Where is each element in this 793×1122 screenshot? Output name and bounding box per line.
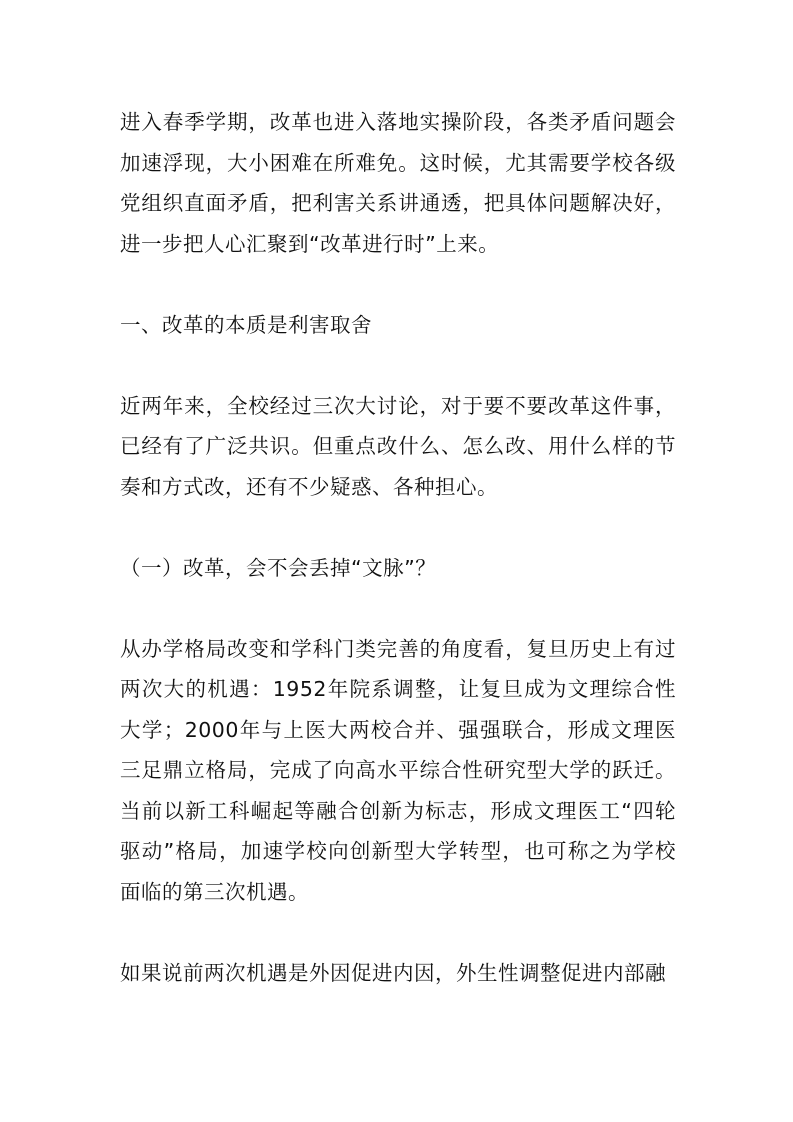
paragraph-gap bbox=[120, 507, 676, 548]
subsection-paragraph: 从办学格局改变和学科门类完善的角度看，复旦历史上有过两次大的机遇：1952年院系调整，让复旦成为文理综合性大学；2000年与上医大两校合并、强强联合，形成文理医三足鼎立格局，完成了向高水平综合性研究型大学的跃迁。当前以新工科崛起等融合创新为标志，形成文理医工“四轮驱动”格局，加速学校向创新型大学转型，也可称之为学校面临的第三次机遇。 bbox=[120, 636, 676, 904]
intro-paragraph: 进入春季学期，改革也进入落地实操阶段，各类矛盾问题会加速浮现，大小困难在所难免。这时候，尤其需要学校各级党组织直面矛盾，把利害关系讲通透，把具体问题解决好，进一步把人心汇聚到“改革进行时”上来。 bbox=[120, 110, 676, 256]
paragraph-gap bbox=[120, 588, 676, 629]
paragraph-gap bbox=[120, 345, 676, 386]
section-heading: 一、改革的本质是利害取舍 bbox=[120, 312, 372, 337]
paragraph-gap bbox=[120, 912, 676, 953]
subsection-heading: （一）改革，会不会丢掉“文脉”？ bbox=[120, 555, 437, 580]
section-paragraph: 近两年来，全校经过三次大讨论，对于要不要改革这件事，已经有了广泛共识。但重点改什么、怎么改、用什么样的节奏和方式改，还有不少疑惑、各种担心。 bbox=[120, 393, 676, 499]
continuation-paragraph: 如果说前两次机遇是外因促进内因，外生性调整促进内部融 bbox=[120, 960, 666, 985]
document-page bbox=[120, 102, 676, 993]
paragraph-gap bbox=[120, 264, 676, 305]
